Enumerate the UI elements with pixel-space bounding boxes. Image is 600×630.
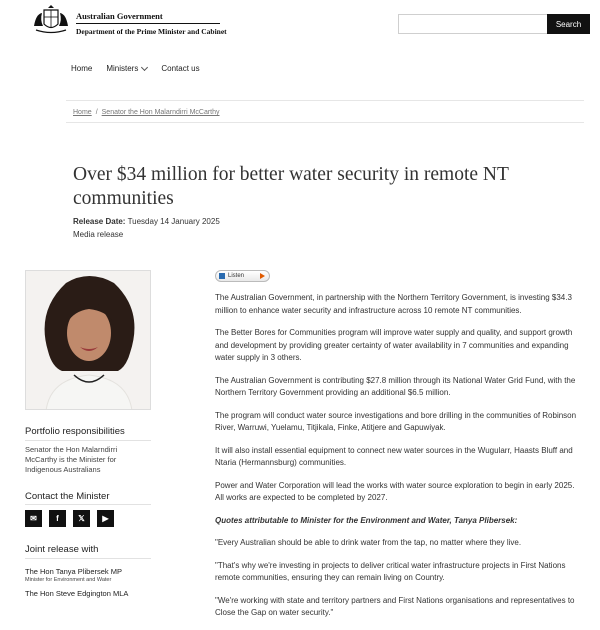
article-paragraph: The Australian Government is contributing $27.8 million through its National Water Grid Fund, with the Northern Territory Government providing an additional $6.5 million.	[215, 375, 576, 397]
article-paragraph: It will also install essential equipment to connect new water sources in the Wugularr, Haasts Bluff and Ntaria (Hermannsburg) communities.	[215, 445, 573, 467]
chevron-down-icon	[141, 63, 148, 70]
breadcrumb-minister-link[interactable]: Senator the Hon Malarndirri McCarthy	[101, 109, 220, 116]
facebook-icon[interactable]: f	[49, 510, 66, 527]
minister-portrait	[25, 270, 151, 410]
nav-divider	[66, 100, 584, 101]
release-date-label: Release Date:	[73, 217, 126, 226]
email-icon[interactable]: ✉	[25, 510, 42, 527]
joint-release-heading: Joint release with	[25, 544, 99, 555]
x-icon[interactable]: 𝕏	[73, 510, 90, 527]
speaker-icon	[219, 273, 225, 279]
main-nav	[71, 64, 214, 73]
quote-heading: Quotes attributable to Minister for the Environment and Water, Tanya Plibersek:	[215, 515, 518, 525]
article-paragraph: Power and Water Corporation will lead the works with water source exploration to begin in early 2025. All works are expected to be completed by 2027.	[215, 480, 575, 502]
play-icon	[260, 273, 265, 279]
nav-item-label: Ministers	[106, 64, 139, 73]
department-name: Department of the Prime Minister and Cabinet	[76, 27, 227, 36]
contact-heading: Contact the Minister	[25, 491, 110, 502]
release-date	[73, 217, 220, 226]
social-links	[25, 510, 121, 527]
youtube-icon[interactable]: ▶	[97, 510, 114, 527]
nav-item-label: Contact us	[161, 64, 200, 73]
article-paragraph: The Australian Government, in partnership with the Northern Territory Government, is investing $34.3 million to enhance water security and infrastructure across 10 remote NT communities.	[215, 293, 572, 315]
site-header	[0, 0, 600, 44]
portfolio-text: Senator the Hon Malarndirri McCarthy is the Minister for Indigenous Australians	[25, 445, 118, 474]
nav-item-ministers[interactable]	[106, 64, 147, 73]
portrait-image	[26, 271, 151, 410]
nav-item-label: Home	[71, 64, 93, 73]
contact-divider	[25, 504, 151, 505]
coat-of-arms-icon	[30, 4, 72, 36]
listen-button[interactable]	[215, 270, 270, 282]
government-name: Australian Government	[76, 11, 163, 21]
joint-minister-role: Minister for Environment and Water	[25, 577, 112, 583]
portfolio-divider	[25, 440, 151, 441]
article-body	[215, 292, 585, 630]
joint-divider	[25, 558, 151, 559]
breadcrumb	[73, 109, 220, 116]
nav-item-home[interactable]	[71, 64, 92, 73]
quote-paragraph: "Every Australian should be able to drink water from the tap, no matter where they live.	[215, 538, 522, 547]
joint-minister-name[interactable]: The Hon Steve Edgington MLA	[25, 589, 129, 598]
release-date-value: Tuesday 14 January 2025	[127, 217, 220, 226]
logo-divider	[76, 23, 220, 24]
breadcrumb-separator: /	[95, 109, 98, 116]
page-title: Over $34 million for better water security in remote NT communities	[73, 164, 509, 209]
article-paragraph: The program will conduct water source investigations and bore drilling in the communities of Robinson River, Warruwi, Yuelamu, Titjikala, Finke, Atitjere and Gapuwiyak.	[215, 410, 577, 432]
nav-item-contact-us[interactable]	[161, 64, 199, 73]
breadcrumb-home-link[interactable]: Home	[73, 109, 92, 116]
search-form	[398, 14, 590, 34]
listen-label: Listen	[228, 273, 245, 279]
breadcrumb-divider	[66, 122, 584, 123]
portfolio-heading: Portfolio responsibilities	[25, 426, 125, 437]
article-paragraph: The Better Bores for Communities program will improve water supply and quality, and support growth and development by providing greater certainty of water availability in 7 communities and expanding water supply in 3 others.	[215, 328, 573, 362]
search-input[interactable]	[398, 14, 547, 34]
quote-paragraph: "We're working with state and territory partners and First Nations organisations and representatives to Close the Gap on water security."	[215, 595, 575, 617]
quote-paragraph: "That's why we're investing in projects to deliver critical water infrastructure projects in First Nations remote communities, ensuring they can remain living on Country.	[215, 560, 566, 582]
joint-minister-name[interactable]: The Hon Tanya Plibersek MP	[25, 567, 122, 576]
release-type: Media release	[73, 230, 124, 239]
search-button[interactable]: Search	[547, 14, 590, 34]
site-logo[interactable]	[30, 4, 227, 36]
